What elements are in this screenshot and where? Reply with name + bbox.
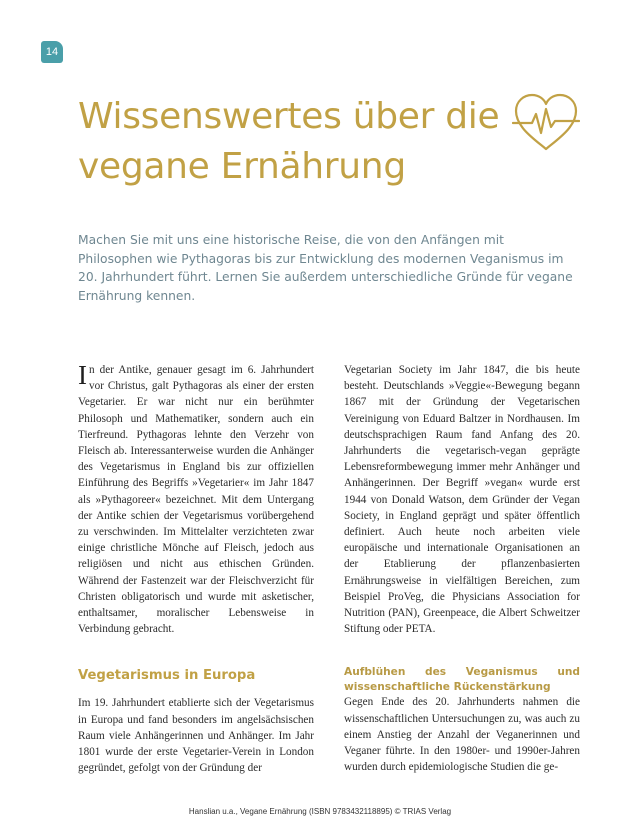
heading-veganismus: Aufblühen des Veganismus und wissenschaftliche Rückenstärkung <box>344 666 580 693</box>
dropcap: I <box>78 360 87 390</box>
heading-vegetarismus: Vegetarismus in Europa <box>78 668 256 684</box>
footer-copyright: Hanslian u.a., Vegane Ernährung (ISBN 9783432118895) © TRIAS Verlag <box>188 807 452 816</box>
intro-text: Machen Sie mit uns eine historische Reise, die von den Anfängen mit Philosophen wie Pythagoras bis zur Entwicklung des modernen Veganismus im 20. Jahrhundert führt. Lernen Sie außerdem unterschiedliche Gründe für vegane Ernährung kennen. <box>78 233 573 303</box>
page-title <box>78 92 518 192</box>
title-line-2: vegane Ernährung <box>78 146 406 187</box>
right-paragraph-2: Gegen Ende des 20. Jahrhunderts nahmen die wissenschaftlichen Untersuchungen zu, was auch zu einem Anstieg der Anzahl der Veganerinnen und Veganer führte. In den 1980er- und 1990er-Jahren wurden durch epidemiologische Studien die ge- <box>344 696 580 774</box>
right-column <box>344 362 580 775</box>
heart-pulse-icon <box>512 93 580 153</box>
left-column <box>78 362 314 776</box>
title-line-1: Wissenswertes über die <box>78 96 500 137</box>
left-paragraph-2: Im 19. Jahrhundert etablierte sich der Vegetarismus in Europa und fand besonders im angelsächsischen Raum viele Anhängerinnen und Anhänger. Im Jahr 1801 wurde der erste Vegetarier-Verein in London gegründet, gefolgt von der Gründung der <box>78 697 314 775</box>
left-paragraph-1 <box>78 362 314 637</box>
left-paragraph-1-text: n der Antike, genauer gesagt im 6. Jahrhundert vor Christus, galt Pythagoras als einer der ersten Vegetarier. Er war nicht nur ein berühmter Philosoph und Mathematiker, sondern auch ein Tierfreund. Pythagoras lehnte den Verzehr von Fleisch ab. Interessanterweise wurden die Anhänger des Vegetarismus in England bis zur offiziellen Einführung des Begriffs »Vegetarier« im Jahr 1847 als »Pythagoreer« bezeichnet. Mit dem Untergang der Antike schien der Vegetarismus vorübergehend zu verschwinden. Im Mittelalter verzichteten zwar einige christliche Mönche auf Fleisch, jedoch aus religiösen und nicht aus ethischen Gründen. Während der Fastenzeit war der Fleischverzicht für Christen obligatorisch und wurde mit asketischer, enthaltsamer, moralischer Lebensweise in Verbindung gebracht. <box>78 364 314 636</box>
right-paragraph-1: Vegetarian Society im Jahr 1847, die bis heute besteht. Deutschlands »Veggie«-Bewegung begann 1867 mit der Gründung der Vegetarischen Vereinigung von Eduard Baltzer in Nordhausen. Im deutschsprachigen Raum fand Anfang des 20. Jahrhunderts die vegetarisch-vegan geprägte Lebensreformbewegung immer mehr Anhänger und Anhängerinnen. Der Begriff »vegan« wurde erst 1944 von Donald Watson, dem Gründer der Vegan Society, in England geprägt und später öffentlich definiert. Auch heute noch arbeiten viele europäische und internationale Organisationen an der Etablierung der pflanzenbasierten Ernährungsweise in vielfältigen Bereichen, zum Beispiel ProVeg, die Physicians Association for Nutrition (PAN), Greenpeace, die Albert Schweitzer Stiftung oder PETA. <box>344 364 580 636</box>
page-number-badge: 14 <box>41 41 63 63</box>
